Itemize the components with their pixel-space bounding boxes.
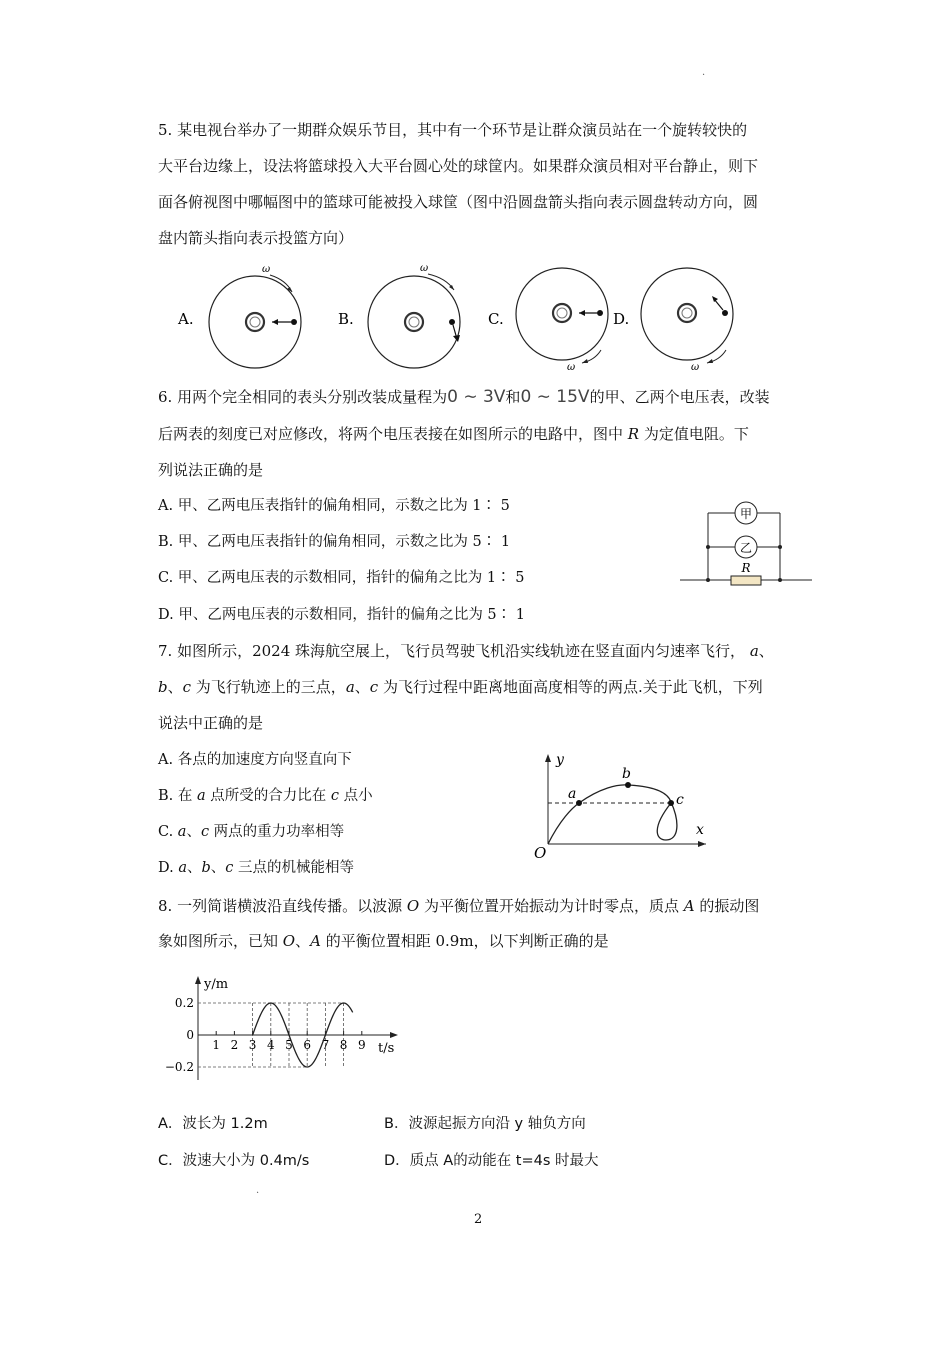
q5-label-b: B. [338,310,354,328]
meter-jia-label: 甲 [739,507,753,521]
chart-x-tick-label: 4 [266,1038,275,1052]
meter-yi-label: 乙 [739,541,753,555]
q6-line-1: 6. 用两个完全相同的表头分别改装成量程为0 ∼ 3V和0 ∼ 15V的甲、乙两个电压表，改装 [158,387,770,407]
q5-omega-d: ω [691,362,700,373]
origin-label: O [534,844,547,862]
chart-y-label: y/m [204,977,229,992]
q5-basket-d [678,304,696,322]
chart-x-tick-label: 8 [339,1038,348,1052]
chart-y-tick-label: 0.2 [174,996,194,1010]
axis-y-label: y [556,752,564,768]
q7-line-3: 说法中正确的是 [158,714,264,732]
q6-option-d: D. 甲、乙两电压表的示数相同，指针的偏角之比为 5∶ 1 [158,607,525,623]
q6-option-a: A. 甲、乙两电压表指针的偏角相同，示数之比为 1∶ 5 [158,498,510,514]
chart-x-tick-label: 6 [303,1038,312,1052]
q7-line-2: b、c 为飞行轨迹上的三点，a、c 为飞行过程中距离地面高度相等的两点.关于此飞机，下列 [158,678,763,696]
chart-y-tick-label: 0 [186,1028,194,1042]
point-c [668,800,674,806]
q6-line-2: 后两表的刻度已对应修改，将两个电压表接在如图所示的电路中，图中 R 为定值电阻。下 [158,425,749,443]
chart-x-label: t/s [378,1041,395,1056]
resistor-r [731,576,761,585]
page-dot: · [702,70,706,81]
q5-disk-b [368,276,460,368]
range-15v: 0 ∼ 15V [520,387,590,407]
q5-line-3: 面各俯视图中哪幅图中的篮球可能被投入球筐（图中沿圆盘箭头指向表示圆盘转动方向，圆 [158,193,759,211]
point-a [576,800,582,806]
point-b [625,782,631,788]
axis-x-label: x [696,822,704,838]
q6-option-c: C. 甲、乙两电压表的示数相同，指针的偏角之比为 1∶ 5 [158,570,525,586]
point-a-label: a [568,786,577,802]
q8-vibration-chart [160,968,410,1083]
q5-omega-c: ω [567,362,576,373]
chart-y-tick-label: −0.2 [164,1060,194,1074]
q5-ball-b [449,319,455,325]
chart-x-arrow [390,1032,398,1038]
chart-x-tick-label: 5 [285,1038,293,1052]
q5-basket-b [405,313,423,331]
chart-x-tick-label: 7 [321,1038,330,1052]
q5-line-4: 盘内箭头指向表示投篮方向） [158,229,354,247]
q8-line-1: 8. 一列简谐横波沿直线传播。以波源 O 为平衡位置开始振动为计时零点，质点 A 的振动图 [158,897,760,915]
q5-label-d: D. [613,310,630,328]
point-b-label: b [622,766,631,782]
chart-y-arrow [195,976,201,984]
q7-trajectory-figure [530,752,720,862]
q6-line-3: 列说法正确的是 [158,461,264,479]
q5-line-2: 大平台边缘上，设法将篮球投入大平台圆心处的球筐内。如果群众演员相对平台静止，则下 [158,157,759,175]
q5-omega-a: ω [262,264,271,275]
q5-ball-a [291,319,297,325]
q5-line-1: 5. 某电视台举办了一期群众娱乐节目，其中有一个环节是让群众演员站在一个旋转较快的 [158,121,748,139]
q5-basket-a [246,313,264,331]
q5-basket-c [553,304,571,322]
q5-disk-c [516,268,608,360]
q5-omega-b: ω [420,263,429,274]
q7-option-b: B. 在 a 点所受的合力比在 c 点小 [158,788,373,804]
q8-option-a: A．波长为 1.2m [158,1116,268,1132]
q7-option-a: A. 各点的加速度方向竖直向下 [158,752,352,768]
q5-label-c: C. [488,310,504,328]
range-3v: 0 ∼ 3V [447,387,506,407]
footer-dot: · [256,1188,260,1199]
q8-option-b: B．波源起振方向沿 y 轴负方向 [384,1116,586,1132]
resistor-label: R [741,561,751,575]
q6-option-b: B. 甲、乙两电压表指针的偏角相同，示数之比为 5∶ 1 [158,534,511,550]
q8-option-d: D．质点 A的动能在 t=4s 时最大 [384,1153,599,1169]
q5-ball-c [597,310,603,316]
q5-ball-d [722,310,728,316]
chart-x-tick-label: 1 [212,1038,221,1052]
page-number: 2 [474,1212,483,1227]
q7-option-c: C. a、c 两点的重力功率相等 [158,824,345,840]
chart-x-tick-label: 9 [357,1038,366,1052]
q6-circuit [678,498,818,588]
chart-x-tick-label: 2 [230,1038,239,1052]
q5-disk-d [641,268,733,360]
q8-option-c: C．波速大小为 0.4m/s [158,1153,310,1169]
chart-x-tick-label: 3 [248,1038,257,1052]
q5-label-a: A. [178,310,194,328]
q5-figure [170,260,740,375]
q7-line-1: 7. 如图所示，2024 珠海航空展上，飞行员驾驶飞机沿实线轨迹在竖直面内匀速率飞行， a、 [158,642,774,660]
point-c-label: c [676,792,684,808]
q7-option-d: D. a、b、c 三点的机械能相等 [158,860,355,876]
q8-line-2: 象如图所示，已知 O、A 的平衡位置相距 0.9m，以下判断正确的是 [158,932,609,950]
